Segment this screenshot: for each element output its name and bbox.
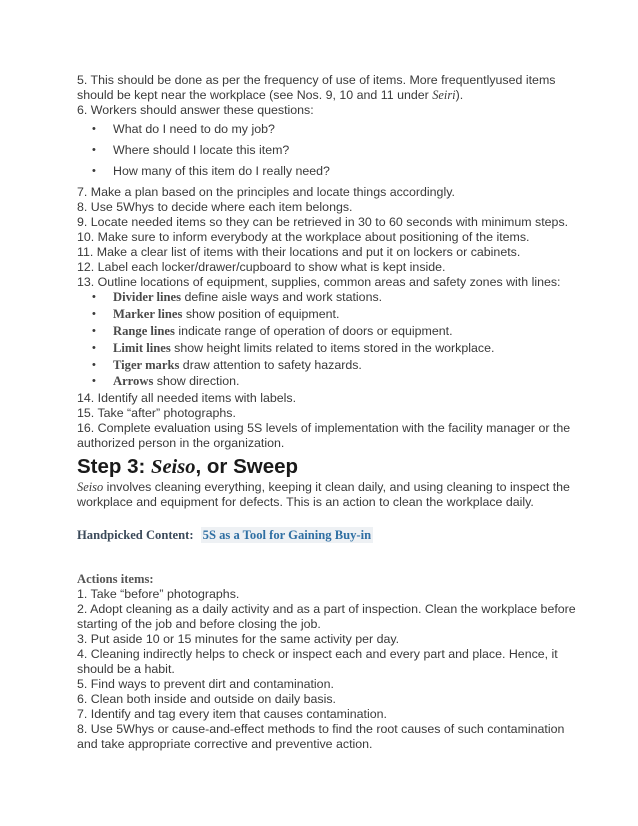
line-type-item (77, 358, 578, 373)
action-item: 6. Clean both inside and outside on daily basis. (77, 692, 336, 707)
item-9: 9. Locate needed items so they can be retrieved in 30 to 60 seconds with minimum steps. (77, 215, 569, 229)
item-5-text: 5. This should be done as per the frequency of use of items. More frequentlyused items should be kept near the workplace (see Nos. 9, 10 and 11 under (77, 73, 556, 102)
handpicked-link[interactable]: 5S as a Tool for Gaining Buy-in (202, 528, 372, 543)
line-type-desc: indicate range of operation of doors or equipment. (174, 323, 453, 338)
line-type-desc: show height limits related to items stored in the workplace. (170, 340, 495, 355)
line-type-term: Divider lines (113, 290, 181, 304)
line-type-item (77, 374, 578, 389)
question-item: • Where should I locate this item? (77, 143, 578, 158)
item-7: 7. Make a plan based on the principles and locate things accordingly. (77, 185, 455, 199)
line-type-item (77, 307, 578, 322)
line-type-term: Arrows (113, 374, 154, 389)
line-type-desc: draw attention to safety hazards. (179, 357, 362, 372)
item-6: 6. Workers should answer these questions: (77, 103, 314, 117)
action-item: 3. Put aside 10 or 15 minutes for the same activity per day. (77, 632, 400, 647)
line-type-desc: define aisle ways and work stations. (181, 290, 383, 304)
question-item: • What do I need to do my job? (77, 122, 578, 137)
seiso-intro-text: involves cleaning everything, keeping it clean daily, and using cleaning to inspect the workplace and equipment for defects. This is an action to clean the workplace daily. (77, 480, 570, 510)
line-types-list (77, 290, 578, 389)
questions-list (77, 122, 578, 179)
item-12: 12. Label each locker/drawer/cupboard to show what is kept inside. (77, 260, 446, 274)
line-type-term: Limit lines (113, 340, 171, 355)
item-15: 15. Take “after” photographs. (77, 406, 236, 421)
seiso-term: Seiso (77, 480, 104, 495)
line-type-term: Marker lines (113, 306, 183, 321)
action-item: 5. Find ways to prevent dirt and contamination. (77, 677, 334, 692)
step-3-heading (77, 455, 578, 479)
item-14: 14. Identify all needed items with labels. (77, 391, 297, 406)
line-type-desc: show direction. (153, 374, 240, 389)
actions-heading: Actions items: (77, 572, 154, 587)
action-item: 1. Take “before” photographs. (77, 587, 240, 602)
handpicked-label: Handpicked Content: (77, 528, 194, 543)
seiri-term: Seiri (432, 88, 456, 102)
question-item: • How many of this item do I really need? (77, 164, 578, 179)
step-word: Seiso (151, 456, 196, 479)
handpicked-content (77, 527, 578, 543)
step-prefix: Step 3: (77, 455, 152, 479)
line-type-desc: show position of equipment. (182, 306, 340, 321)
line-type-term: Tiger marks (113, 357, 180, 372)
item-13: 13. Outline locations of equipment, supplies, common areas and safety zones with lines: (77, 275, 561, 289)
line-type-item (77, 290, 578, 305)
item-16: 16. Complete evaluation using 5S levels of implementation with the facility manager or the authorized person in the organization. (77, 421, 571, 451)
item-11: 11. Make a clear list of items with their locations and put it on lockers or cabinets. (77, 245, 521, 259)
seiso-intro (77, 480, 578, 510)
item-5-close: ). (455, 88, 464, 102)
line-type-item (77, 341, 578, 356)
step-suffix: , or Sweep (195, 455, 299, 479)
item-5 (77, 73, 578, 103)
action-item: 8. Use 5Whys or cause-and-effect methods to find the root causes of such contamination and take appropriate corrective and preventive action. (77, 722, 565, 752)
item-8: 8. Use 5Whys to decide where each item belongs. (77, 200, 353, 214)
line-type-item (77, 324, 578, 339)
action-item: 4. Cleaning indirectly helps to check or inspect each and every part and place. Hence, it should be a habit. (77, 647, 558, 677)
line-type-term: Range lines (113, 323, 175, 338)
action-item: 2. Adopt cleaning as a daily activity and as a part of inspection. Clean the workplace before starting of the job and before closing the job. (77, 602, 576, 632)
item-10: 10. Make sure to inform everybody at the workplace about positioning of the items. (77, 230, 530, 244)
action-item: 7. Identify and tag every item that causes contamination. (77, 707, 387, 722)
